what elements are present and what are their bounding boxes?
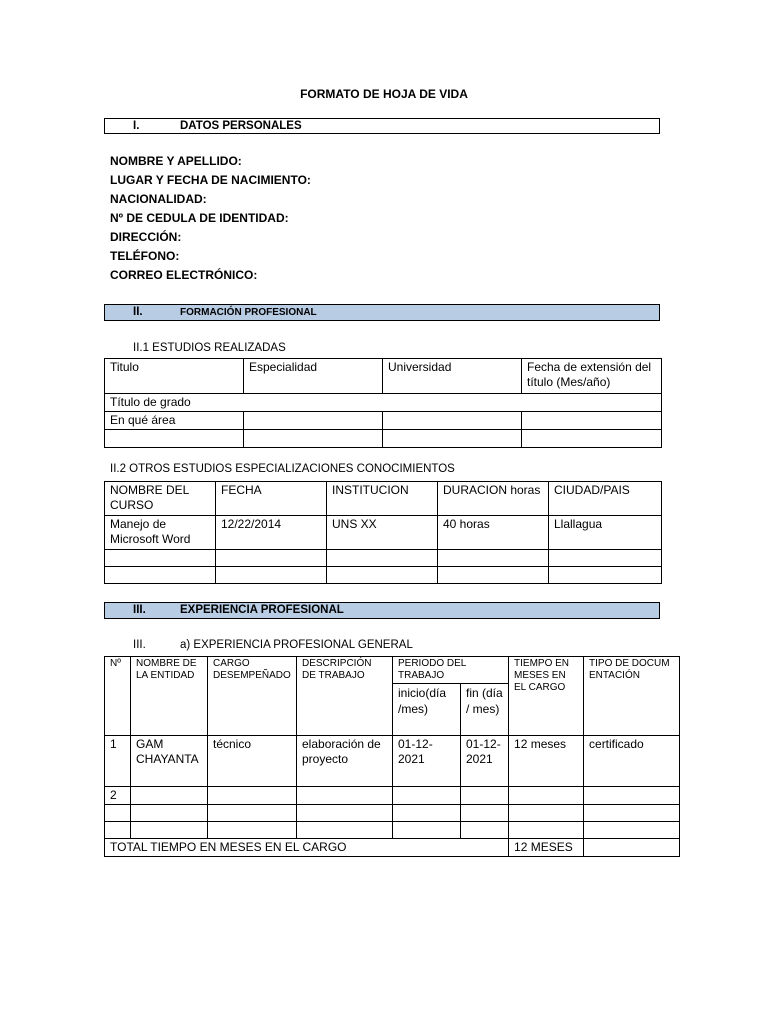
table-cell: [522, 412, 662, 430]
table-cell: En qué área: [105, 412, 244, 430]
table-header: CIUDAD/PAIS: [549, 482, 662, 516]
table-header-tipo: TIPO DE DOCUMENTACIÓN: [584, 657, 680, 736]
section-label: FORMACIÓN PROFESIONAL: [180, 307, 317, 318]
table-cell: técnico: [208, 736, 297, 787]
field-lugar-fecha: LUGAR Y FECHA DE NACIMIENTO:: [110, 173, 311, 187]
table-cell: 12 meses: [509, 736, 584, 787]
table-cell: 01-12-2021: [461, 736, 509, 787]
table-cell: [297, 787, 393, 805]
otros-estudios-table: [104, 481, 662, 584]
total-value: 12 MESES: [509, 839, 584, 857]
table-cell: [461, 805, 509, 822]
table-cell: [549, 550, 662, 567]
table-cell: 1: [105, 736, 131, 787]
table-cell: [105, 550, 216, 567]
table-cell: [327, 567, 438, 584]
section-header-formacion: [104, 304, 660, 321]
table-header-fin: fin (día / mes): [461, 684, 509, 736]
table-cell: [216, 567, 327, 584]
table-cell: [383, 430, 522, 448]
table-header: Fecha de extensión del título (Mes/año): [522, 359, 662, 394]
table-header-cargo: CARGO DESEMPEÑADO: [208, 657, 297, 736]
table-cell: [584, 839, 680, 857]
table-header: NOMBRE DEL CURSO: [105, 482, 216, 516]
table-cell: Llallagua: [549, 516, 662, 550]
table-cell: elaboración de proyecto: [297, 736, 393, 787]
subsection-heading-estudios: II.1 ESTUDIOS REALIZADAS: [133, 342, 286, 354]
table-header: Especialidad: [244, 359, 383, 394]
table-cell: Título de grado: [105, 394, 662, 412]
section-label: EXPERIENCIA PROFESIONAL: [180, 604, 344, 616]
table-cell: 2: [105, 787, 131, 805]
table-cell: [438, 567, 549, 584]
table-cell: [461, 822, 509, 839]
table-cell: [522, 430, 662, 448]
field-nombre: NOMBRE Y APELLIDO:: [110, 154, 242, 168]
table-cell: [105, 430, 244, 448]
experiencia-table: [104, 656, 680, 857]
table-header-periodo: PERIODO DEL TRABAJO: [393, 657, 509, 684]
table-cell: [105, 805, 131, 822]
table-cell: [393, 822, 461, 839]
total-label: TOTAL TIEMPO EN MESES EN EL CARGO: [105, 839, 509, 857]
section-header-experiencia: [104, 602, 660, 619]
field-telefono: TELÉFONO:: [110, 249, 180, 263]
table-cell: [549, 567, 662, 584]
table-cell: 12/22/2014: [216, 516, 327, 550]
table-header-tiempo: TIEMPO EN MESES EN EL CARGO: [509, 657, 584, 736]
table-cell: [584, 787, 680, 805]
table-cell: GAM CHAYANTA: [131, 736, 208, 787]
table-cell: [509, 805, 584, 822]
table-header-n: Nº: [105, 657, 131, 736]
section-header-datos-personales: [104, 118, 660, 134]
section-number: I.: [133, 120, 140, 132]
table-cell: [244, 430, 383, 448]
subsection-heading-otros-estudios: II.2 OTROS ESTUDIOS ESPECIALIZACIONES CONOCIMIENTOS: [110, 463, 455, 475]
field-direccion: DIRECCIÓN:: [110, 230, 182, 244]
table-header: Universidad: [383, 359, 522, 394]
table-header-descripcion: DESCRIPCIÓN DE TRABAJO: [297, 657, 393, 736]
table-cell: [105, 822, 131, 839]
table-cell: 01-12-2021: [393, 736, 461, 787]
table-header-inicio: inicio(día /mes): [393, 684, 461, 736]
table-cell: [131, 805, 208, 822]
table-cell: [509, 787, 584, 805]
table-cell: [131, 787, 208, 805]
table-cell: [393, 787, 461, 805]
table-cell: [584, 805, 680, 822]
section-number: II.: [133, 306, 143, 318]
table-header: DURACION horas: [438, 482, 549, 516]
document-title: FORMATO DE HOJA DE VIDA: [300, 87, 468, 101]
table-cell: Manejo de Microsoft Word: [105, 516, 216, 550]
table-cell: [327, 550, 438, 567]
subsection-heading-experiencia-general: a) EXPERIENCIA PROFESIONAL GENERAL: [180, 639, 413, 651]
table-cell: [105, 567, 216, 584]
table-cell: [244, 412, 383, 430]
section-label: DATOS PERSONALES: [180, 120, 302, 132]
table-header: Titulo: [105, 359, 244, 394]
table-cell: [208, 822, 297, 839]
estudios-table: [104, 358, 662, 448]
table-cell: [393, 805, 461, 822]
table-cell: [208, 787, 297, 805]
table-cell: [438, 550, 549, 567]
table-header: INSTITUCION: [327, 482, 438, 516]
table-cell: [216, 550, 327, 567]
table-cell: [297, 822, 393, 839]
field-cedula: Nº DE CEDULA DE IDENTIDAD:: [110, 211, 289, 225]
table-cell: [509, 822, 584, 839]
subsection-number: III.: [133, 639, 146, 651]
section-number: III.: [133, 604, 146, 616]
table-cell: certificado: [584, 736, 680, 787]
table-header: FECHA: [216, 482, 327, 516]
table-cell: [584, 822, 680, 839]
field-correo: CORREO ELECTRÓNICO:: [110, 268, 258, 282]
table-cell: [131, 822, 208, 839]
table-cell: UNS XX: [327, 516, 438, 550]
table-cell: [383, 412, 522, 430]
table-cell: [461, 787, 509, 805]
table-cell: [208, 805, 297, 822]
table-cell: 40 horas: [438, 516, 549, 550]
table-cell: [297, 805, 393, 822]
field-nacionalidad: NACIONALIDAD:: [110, 192, 207, 206]
table-header-entidad: NOMBRE DE LA ENTIDAD: [131, 657, 208, 736]
